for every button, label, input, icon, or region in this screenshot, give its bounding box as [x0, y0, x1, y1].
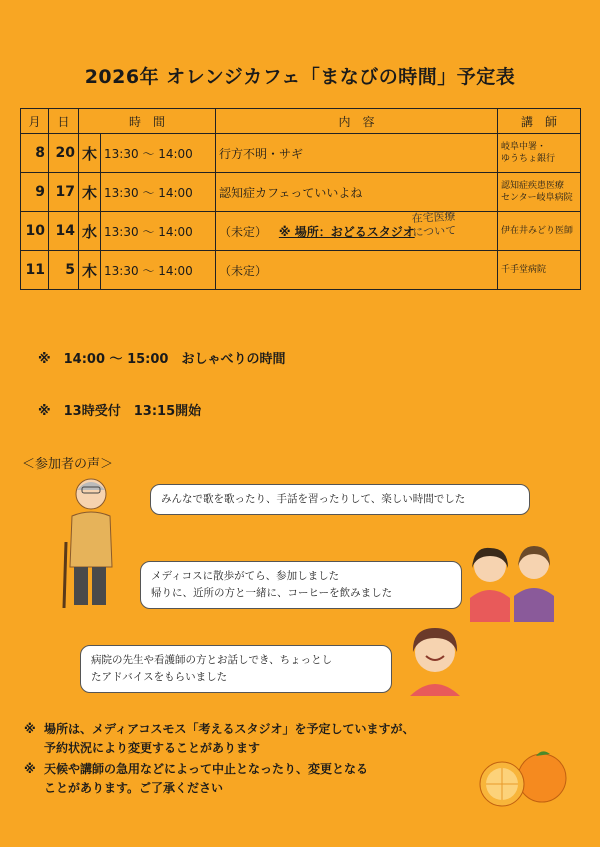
row-day: 20: [49, 134, 79, 173]
table-row: [21, 134, 581, 173]
footnote-location: ※ 場所は、メディアコスモス「考えるスタジオ」を予定していますが、 予約状況により変更することがあります: [24, 722, 415, 755]
row-time: 13:30 ～ 14:00: [101, 134, 216, 173]
row-content: 認知症カフェっていいよね: [216, 173, 498, 212]
row-lecturer: 千手堂病院: [498, 251, 581, 290]
row-month: 9: [21, 173, 49, 212]
header-content: 内 容: [216, 109, 498, 134]
page-title: 2026年 オレンジカフェ「まなびの時間」予定表: [84, 66, 516, 88]
row-content: 行方不明・サギ: [216, 134, 498, 173]
table-header-row: [21, 109, 581, 134]
row-day: 14: [49, 212, 79, 251]
women-illustration: [464, 542, 560, 622]
header-time: 時 間: [79, 109, 216, 134]
grandmother-illustration: [400, 622, 470, 696]
row-weekday: 木: [79, 251, 101, 290]
row-time: 13:30 ～ 14:00: [101, 212, 216, 251]
reception-note: ※ 13時受付 13:15開始: [38, 404, 202, 419]
oranges-illustration: [470, 738, 580, 808]
row-month: 11: [21, 251, 49, 290]
row-day: 5: [49, 251, 79, 290]
elderly-man-illustration: [58, 472, 128, 612]
chat-time-note: ※ 14:00 ～ 15:00 おしゃべりの時間: [38, 352, 286, 367]
voice-bubble-3: 病院の先生や看護師の方とお話しでき、ちょっとし たアドバイスをもらいました: [80, 645, 392, 693]
row-content: [216, 209, 498, 251]
header-month: 月: [21, 109, 49, 134]
row-weekday: 木: [79, 173, 101, 212]
row-content: （未定）: [216, 251, 498, 290]
voice-bubble-2: メディコスに散歩がてら、参加しました 帰りに、近所の方と一緒に、コーヒーを飲みました: [140, 561, 462, 609]
handwritten-note: 在宅医療 について: [411, 209, 457, 240]
row-month: 8: [21, 134, 49, 173]
schedule-table: [20, 108, 581, 290]
row-lecturer: 認知症疾患医療 センター岐阜病院: [498, 173, 581, 212]
table-row: [21, 212, 581, 251]
table-row: [21, 173, 581, 212]
header-day: 日: [49, 109, 79, 134]
row-time: 13:30 ～ 14:00: [101, 173, 216, 212]
row-lecturer: 伊在井みどり医師: [498, 212, 581, 251]
row-weekday: 木: [79, 134, 101, 173]
row-month: 10: [21, 212, 49, 251]
row-lecturer: 岐阜中署・ ゆうちょ銀行: [498, 134, 581, 173]
footnote-cancellation: ※ 天候や講師の急用などによって中止となったり、変更となる ことがあります。ご了承ください: [24, 762, 369, 795]
row-day: 17: [49, 173, 79, 212]
row-content-location-note: ※ 場所：おどるスタジオ: [278, 224, 415, 239]
table-row: [21, 251, 581, 290]
header-lecturer: 講 師: [498, 109, 581, 134]
voice-bubble-1: みんなで歌を歌ったり、手話を習ったりして、楽しい時間でした: [150, 484, 530, 515]
row-content-undecided: （未定）: [219, 224, 268, 239]
row-weekday: 水: [79, 212, 101, 251]
row-time: 13:30 ～ 14:00: [101, 251, 216, 290]
voices-title: ＜参加者の声＞: [22, 457, 114, 472]
